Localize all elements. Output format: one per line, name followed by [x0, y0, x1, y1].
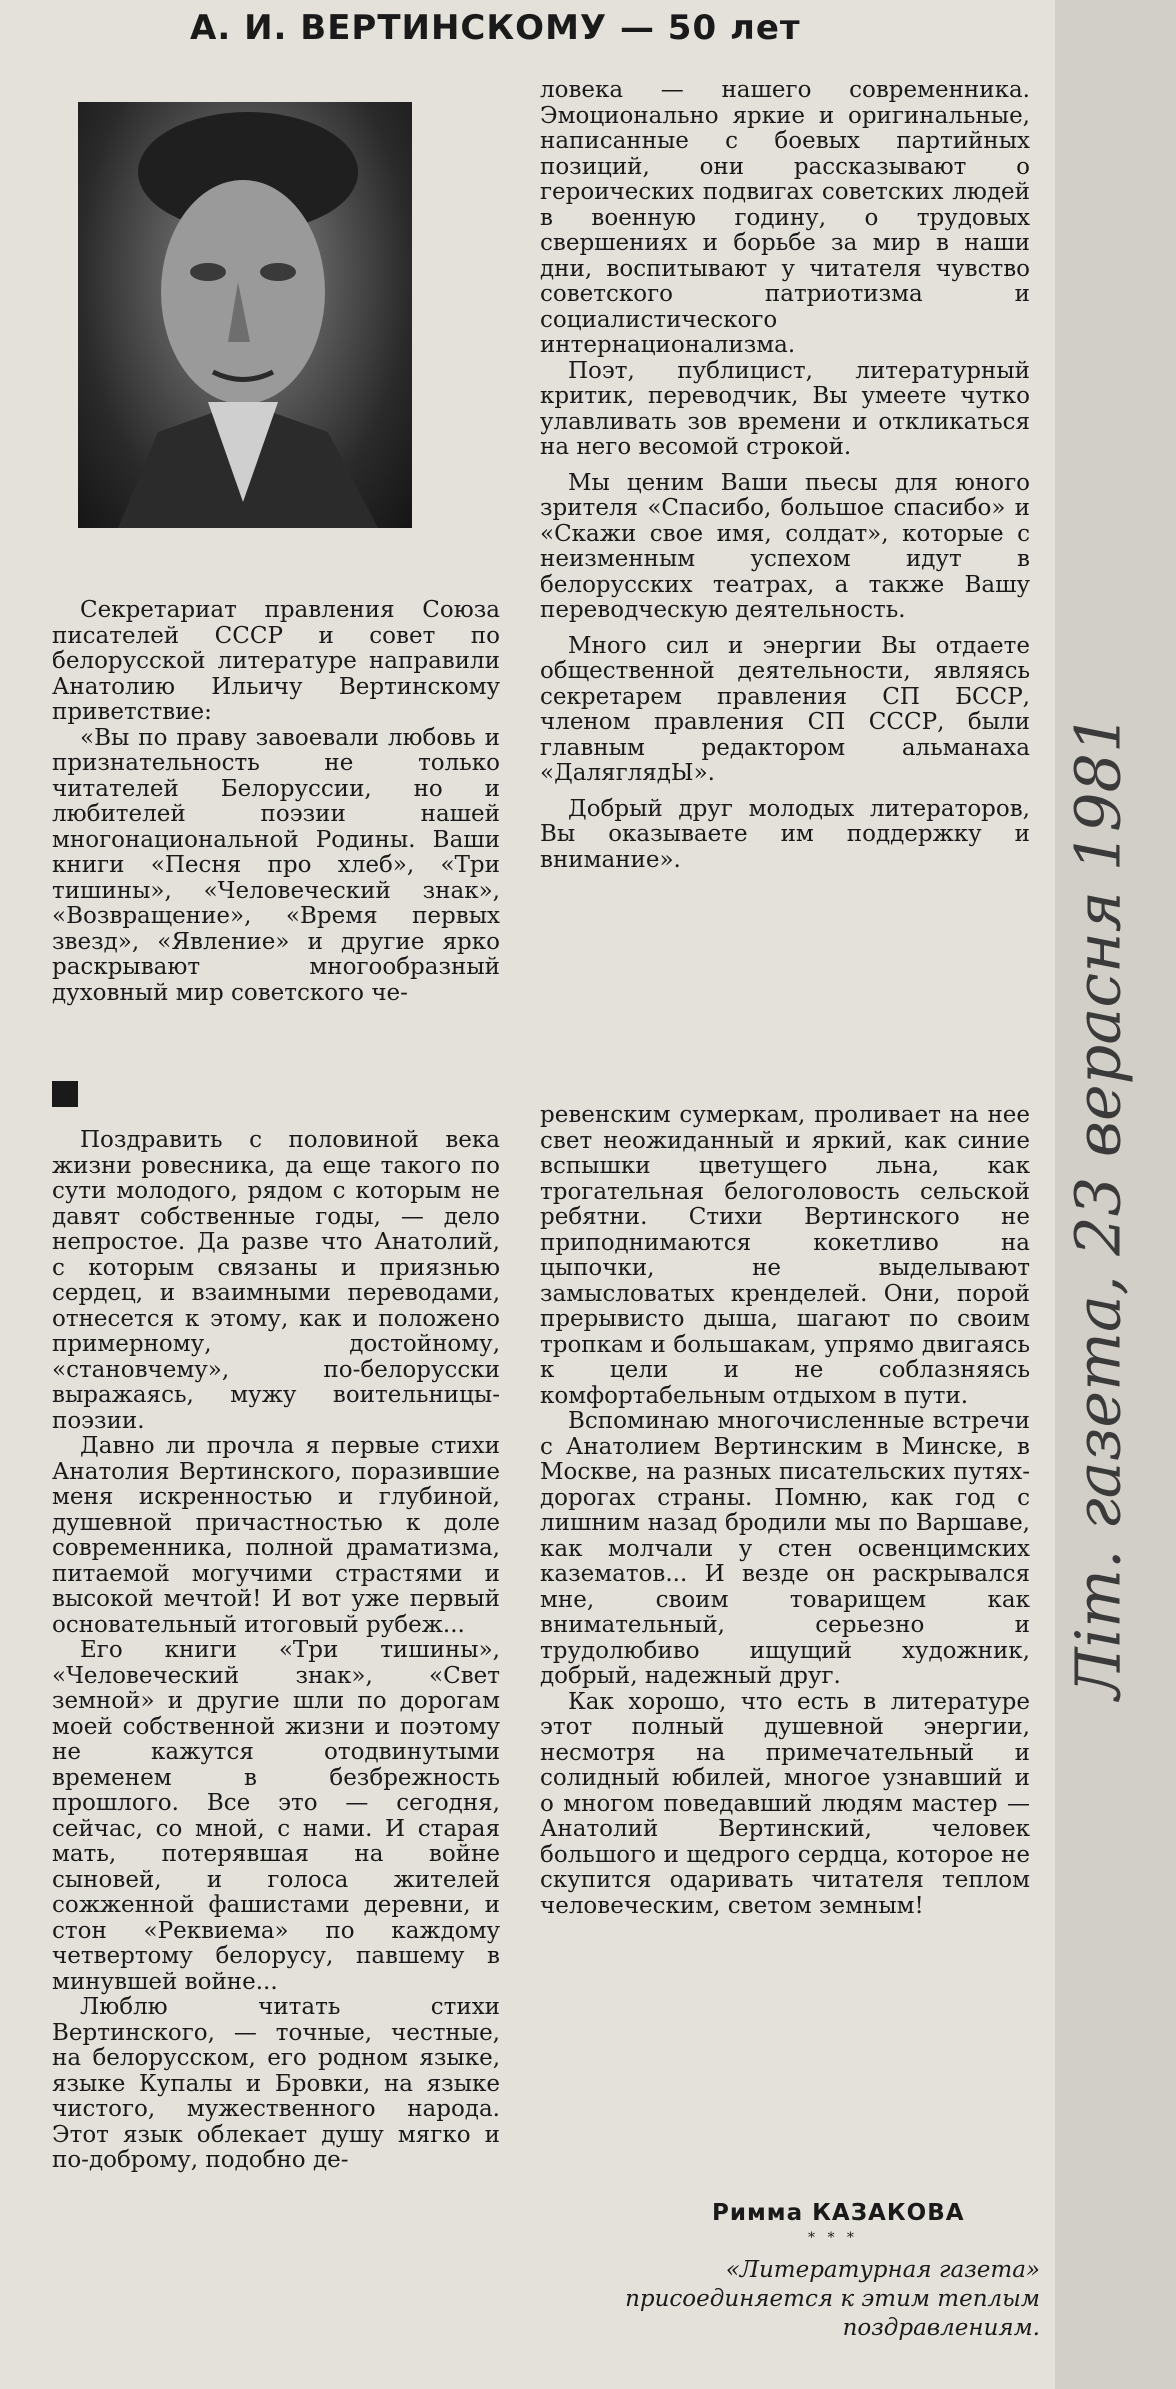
article-paragraph: Люблю читать стихи Вертинского, — точные, честные, на белорусском, его родном языке, языке Купалы и Бровки, на языке чистого, мужественного народа. Этот язык облекает душу мягко и по-доброму, подобно де-	[52, 1994, 500, 2173]
headline: А. И. ВЕРТИНСКОМУ — 50 лет	[190, 8, 801, 48]
editorial-note: «Литературная газета» присоединяется к этим теплым поздравлениям.	[625, 2257, 1040, 2341]
portrait-illustration	[78, 102, 412, 528]
section-marker	[52, 1081, 78, 1107]
article-paragraph: Вспоминаю многочисленные встречи с Анатолием Вертинским в Минске, в Москве, на разных писательских путях-дорогах страны. Помню, как год с лишним назад бродили мы по Варшаве, как молчали у стен освенцимских казематов... И везде он раскрывался мне, своим товарищем как внимательный, серьезно и трудолюбиво ищущий художник, добрый, надежный друг.	[540, 1408, 1030, 1689]
greeting-paragraph: Мы ценим Ваши пьесы для юного зрителя «Спасибо, большое спасибо» и «Скажи свое имя, солдат», которые с неизменным успехом идут в белорусских театрах, а также Вашу переводческую деятельность.	[540, 469, 1030, 623]
article-paragraph: ревенским сумеркам, проливает на нее свет неожиданный и яркий, как синие вспышки цветущего льна, как трогательная белоголовость сельской ребятни. Стихи Вертинского не приподнимаются кокетливо на цыпочки, не выделывают замысловатых кренделей. Они, порой прерывисто дыша, шагают по своим тропкам и большакам, упрямо двигаясь к цели и не соблазняясь комфортабельным отдыхом в пути.	[540, 1102, 1030, 1409]
handwritten-annotation	[1061, 270, 1138, 2170]
greeting-intro-column	[52, 598, 500, 1006]
article-paragraph: Поздравить с половиной века жизни ровесника, да еще такого по сути молодого, рядом с которым не давят собственные годы, — дело непростое. Да разве что Анатолий, с которым связаны и приязнью сердец, и взаимными переводами, отнесется к этому, как и положено примерному, достойному, «становчему», по-белорусски выражаясь, мужу воительницы-поэзии.	[52, 1127, 500, 1434]
greeting-paragraph: Много сил и энергии Вы отдаете общественной деятельности, являясь секретарем правления СП БССР, членом правления СП СССР, были главным редактором альманаха «ДаляглядЫ».	[540, 632, 1030, 786]
greeting-paragraph: Добрый друг молодых литераторов, Вы оказываете им поддержку и внимание».	[540, 795, 1030, 873]
article-right-column	[540, 1103, 1030, 1919]
author-signature: Римма КАЗАКОВА	[712, 2200, 965, 2226]
greeting-paragraph: ловека — нашего современника. Эмоционально яркие и оригинальные, написанные с боевых партийных позиций, они рассказывают о героических подвигах советских людей в военную годину, о трудовых свершениях и борьбе за мир в наши дни, воспитывают у читателя чувство советского патриотизма и социалистического интернационализма.	[540, 77, 1030, 358]
article-paragraph: Его книги «Три тишины», «Человеческий знак», «Свет земной» и другие шли по дорогам моей собственной жизни и поэтому не кажутся отодвинутыми временем в безбрежность прошлого. Все это — сегодня, сейчас, со мной, с нами. И старая мать, потерявшая на войне сыновей, и голоса жителей сожженной фашистами деревни, и стон «Реквиема» по каждому четвертому белорусу, павшему в минувшей войне...	[52, 1637, 500, 1995]
article-paragraph: Давно ли прочла я первые стихи Анатолия Вертинского, поразившие меня искренностью и глубиной, душевной причастностью к доле современника, полной драматизма, питаемой могучими страстями и высокой мечтой! И вот уже первый основательный итоговый рубеж...	[52, 1433, 500, 1638]
handwritten-date: Літ. газета, 23 верасня 1981	[1061, 713, 1135, 1700]
separator-stars: * * *	[808, 2230, 858, 2246]
greeting-continuation-column	[540, 78, 1030, 873]
greeting-paragraph: «Вы по праву завоевали любовь и признательность не только читателей Белоруссии, но и любителей поэзии нашей многонациональной Родины. Ваши книги «Песня про хлеб», «Три тишины», «Человеческий знак», «Возвращение», «Время первых звезд», «Явление» и другие ярко раскрывают многообразный духовный мир советского че-	[52, 724, 500, 1006]
greeting-paragraph: Поэт, публицист, литературный критик, переводчик, Вы умеете чутко улавливать зов времени и откликаться на него весомой строкой.	[540, 357, 1030, 460]
article-paragraph: Как хорошо, что есть в литературе этот полный душевной энергии, несмотря на примечательный и солидный юбилей, многое узнавший и о многом поведавший людям мастер — Анатолий Вертинский, человек большого и щедрого сердца, которое не скупится одаривать читателя теплом человеческим, светом земным!	[540, 1688, 1030, 1919]
article-left-column	[52, 1128, 500, 2174]
greeting-paragraph: Секретариат правления Союза писателей СССР и совет по белорусской литературе направили Анатолию Ильичу Вертинскому приветствие:	[52, 597, 500, 725]
portrait-photo	[78, 102, 412, 528]
